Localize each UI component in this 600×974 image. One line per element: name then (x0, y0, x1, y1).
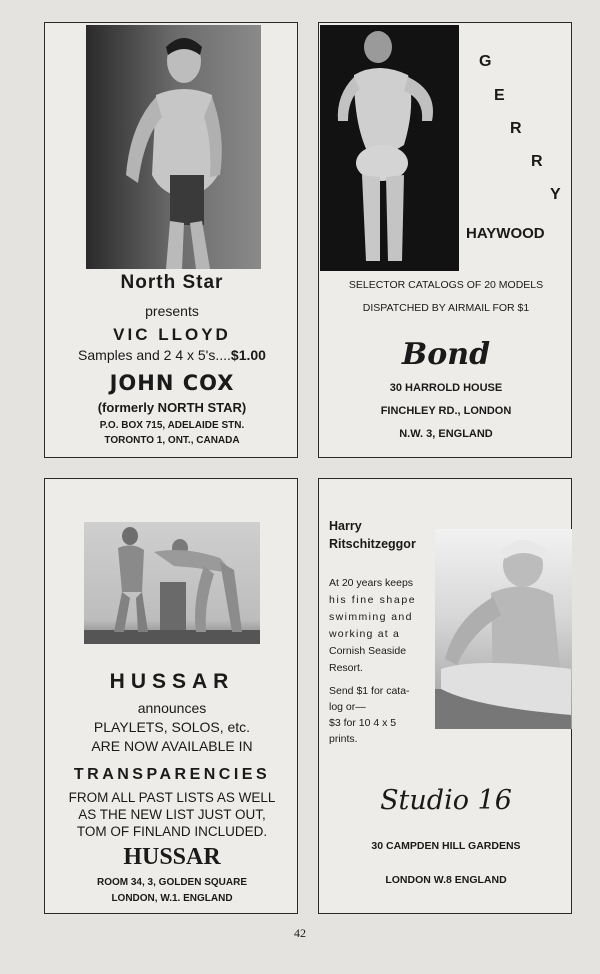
page-number: 42 (294, 926, 306, 940)
offer-line-2: log or— (329, 701, 366, 713)
samples-line (45, 347, 299, 363)
photo-vic-lloyd (86, 25, 261, 269)
name-letter-g: G (479, 53, 492, 70)
catalog-line-1: SELECTOR CATALOGS OF 20 MODELS (348, 279, 544, 291)
photo-hussar-wrestlers (84, 522, 260, 644)
model-name: VIC LLOYD (113, 325, 231, 344)
studio-logo-bond: Bond (401, 337, 491, 372)
studio-logo: Studio 16 (380, 785, 512, 816)
ad-hussar (44, 478, 298, 914)
body-line-2: his fine shape (329, 594, 417, 606)
address-line-3: N.W. 3, ENGLAND (399, 428, 493, 440)
announces-text: announces (137, 700, 207, 716)
model-first-name: Harry (329, 519, 362, 533)
address-line-2: TORONTO 1, ONT., CANADA (104, 435, 240, 446)
brand-title: North Star (120, 272, 224, 293)
model-last-name: Ritschitzeggor (329, 537, 416, 551)
offer-line-5: TOM OF FINLAND INCLUDED. (76, 824, 268, 839)
ad-bond (318, 22, 572, 458)
body-line-3: swimming and (329, 611, 413, 623)
address-line-1: ROOM 34, 3, GOLDEN SQUARE (96, 877, 248, 888)
surname: HAYWOOD (466, 225, 545, 242)
leader-dots: .... (215, 347, 231, 363)
address-line-2: FINCHLEY RD., LONDON (380, 405, 512, 417)
name-letter-y: Y (550, 186, 561, 203)
formerly-text: (formerly NORTH STAR) (97, 400, 247, 415)
offer-line-1: PLAYLETS, SOLOS, etc. (93, 719, 251, 735)
offer-line-2: ARE NOW AVAILABLE IN (91, 738, 253, 754)
offer-line-3: $3 for 10 4 x 5 (329, 717, 397, 729)
photo-gerry-haywood (320, 25, 459, 271)
offer-line-4: AS THE NEW LIST JUST OUT, (78, 807, 266, 822)
name-letter-r1: R (510, 120, 522, 137)
presents-text: presents (145, 303, 199, 319)
body-line-5: Cornish Seaside (329, 645, 407, 657)
offer-line-1: Send $1 for cata- (329, 685, 410, 697)
offer-line-3: FROM ALL PAST LISTS AS WELL (68, 790, 276, 805)
offer-line-4: prints. (329, 733, 358, 745)
address-line-1: 30 CAMPDEN HILL GARDENS (371, 840, 521, 852)
transparencies-heading: TRANSPARENCIES (73, 766, 271, 783)
signature-hussar: HUSSAR (123, 844, 221, 870)
brand-title: HUSSAR (109, 670, 235, 693)
body-line-1: At 20 years keeps (329, 577, 414, 589)
photo-harry (435, 529, 572, 729)
address-line-1: P.O. BOX 715, ADELAIDE STN. (99, 420, 245, 431)
ad-north-star (44, 22, 298, 458)
body-line-6: Resort. (329, 662, 363, 674)
name-letter-r2: R (531, 153, 543, 170)
samples-text: Samples and 2 4 x 5's (78, 347, 216, 363)
name-letter-e: E (494, 87, 505, 104)
address-line-1: 30 HARROLD HOUSE (389, 382, 503, 394)
seller-name: JOHN COX (109, 371, 235, 395)
ad-studio-16 (318, 478, 572, 914)
catalog-line-2: DISPATCHED BY AIRMAIL FOR $1 (362, 302, 530, 314)
address-line-2: LONDON, W.1. ENGLAND (111, 893, 233, 904)
price-text: $1.00 (230, 347, 266, 363)
body-line-4: working at a (329, 628, 401, 640)
address-line-2: LONDON W.8 ENGLAND (385, 874, 507, 886)
